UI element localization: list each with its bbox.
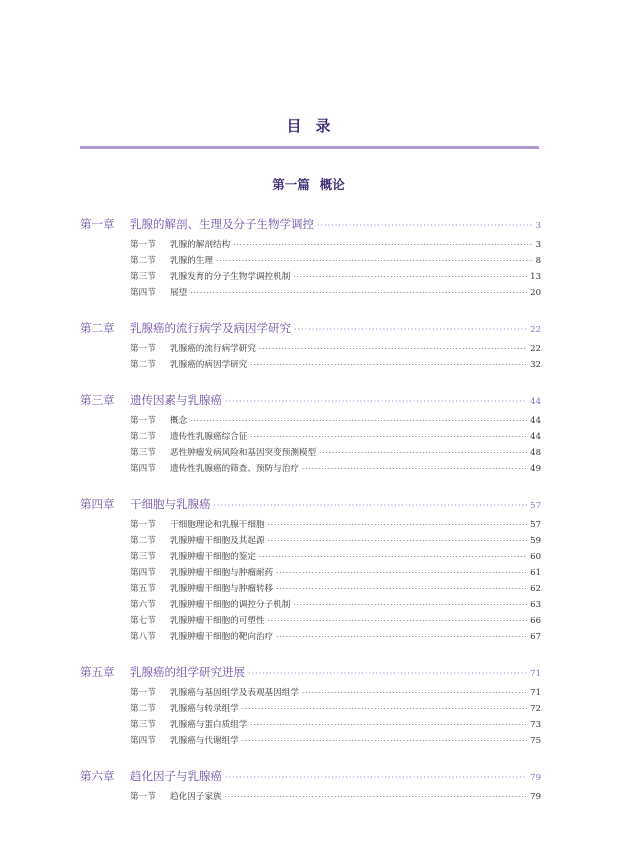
chapter-entry[interactable] xyxy=(80,664,541,681)
section-number: 第四节 xyxy=(130,568,156,578)
section-entry[interactable] xyxy=(80,566,541,582)
section-entry[interactable] xyxy=(80,270,541,286)
section-entry[interactable] xyxy=(80,718,541,734)
section-page-number: 32 xyxy=(530,360,541,370)
title-rule xyxy=(80,146,539,149)
section-entry[interactable] xyxy=(80,582,541,598)
section-title: 遗传性乳腺癌综合征 xyxy=(170,432,248,442)
leader-dots xyxy=(268,537,528,545)
section-title: 展望 xyxy=(170,288,188,298)
chapter-number: 第五章 xyxy=(80,665,115,679)
section-number: 第二节 xyxy=(130,256,156,266)
section-number: 第一节 xyxy=(130,688,156,698)
leader-dots xyxy=(190,417,527,425)
section-entry[interactable] xyxy=(80,414,541,430)
section-title: 乳腺癌与基因组学及表观基因组学 xyxy=(170,688,299,698)
section-page-number: 49 xyxy=(530,464,541,474)
section-title: 乳腺癌的病因学研究 xyxy=(170,360,248,370)
section-number: 第四节 xyxy=(130,736,156,746)
section-title: 恶性肿瘤发病风险和基因突变预测模型 xyxy=(170,448,317,458)
section-entry[interactable] xyxy=(80,518,541,534)
section-page-number: 59 xyxy=(530,536,541,546)
section-page-number: 72 xyxy=(530,704,541,714)
leader-dots xyxy=(268,521,528,529)
leader-dots xyxy=(259,553,527,561)
section-page-number: 79 xyxy=(530,792,541,802)
section-entry[interactable] xyxy=(80,286,541,302)
section-title: 乳腺癌的流行病学研究 xyxy=(170,344,256,354)
leader-dots xyxy=(242,737,527,745)
section-number: 第一节 xyxy=(130,416,156,426)
leader-dots xyxy=(216,257,533,265)
section-page-number: 8 xyxy=(535,256,541,266)
section-page-number: 22 xyxy=(530,344,541,354)
section-page-number: 48 xyxy=(530,448,541,458)
section-entry[interactable] xyxy=(80,702,541,718)
section-title: 乳腺的生理 xyxy=(170,256,213,266)
chapter-title: 趋化因子与乳腺癌 xyxy=(130,769,222,783)
leader-dots xyxy=(302,465,527,473)
section-entry[interactable] xyxy=(80,254,541,270)
section-entry[interactable] xyxy=(80,238,541,254)
section-number: 第三节 xyxy=(130,720,156,730)
section-number: 第三节 xyxy=(130,448,156,458)
leader-dots xyxy=(190,289,527,297)
leader-dots xyxy=(276,633,527,641)
section-page-number: 44 xyxy=(530,432,541,442)
section-page-number: 57 xyxy=(530,520,541,530)
leader-dots xyxy=(233,241,532,249)
section-page-number: 60 xyxy=(530,552,541,562)
leader-dots xyxy=(248,669,527,678)
leader-dots xyxy=(225,793,528,801)
leader-dots xyxy=(276,585,527,593)
section-number: 第四节 xyxy=(130,288,156,298)
section-page-number: 61 xyxy=(530,568,541,578)
chapter-entry[interactable] xyxy=(80,496,541,513)
section-entry[interactable] xyxy=(80,598,541,614)
chapter-entry[interactable] xyxy=(80,768,541,785)
leader-dots xyxy=(268,617,528,625)
chapter-number: 第四章 xyxy=(80,497,115,511)
leader-dots xyxy=(242,705,527,713)
chapter-number: 第六章 xyxy=(80,769,115,783)
section-entry[interactable] xyxy=(80,430,541,446)
section-number: 第八节 xyxy=(130,632,156,642)
leader-dots xyxy=(294,325,527,334)
leader-dots xyxy=(250,433,527,441)
section-entry[interactable] xyxy=(80,358,541,374)
section-number: 第二节 xyxy=(130,704,156,714)
section-number: 第二节 xyxy=(130,536,156,546)
chapter-page-number: 79 xyxy=(530,773,541,783)
section-page-number: 3 xyxy=(535,240,541,250)
section-number: 第四节 xyxy=(130,464,156,474)
chapter-entry[interactable] xyxy=(80,216,541,233)
chapter-page-number: 44 xyxy=(530,397,541,407)
chapter-number: 第三章 xyxy=(80,393,115,407)
section-page-number: 13 xyxy=(530,272,541,282)
leader-dots xyxy=(259,345,527,353)
chapter-number: 第二章 xyxy=(80,321,115,335)
chapter-block xyxy=(80,320,541,374)
leader-dots xyxy=(225,773,527,782)
section-title: 乳腺发育的分子生物学调控机制 xyxy=(170,272,291,282)
section-number: 第一节 xyxy=(130,792,156,802)
chapter-block xyxy=(80,768,541,806)
section-entry[interactable] xyxy=(80,614,541,630)
chapter-entry[interactable] xyxy=(80,320,541,337)
leader-dots xyxy=(225,397,527,406)
section-number: 第六节 xyxy=(130,600,156,610)
leader-dots xyxy=(317,221,533,230)
chapter-title: 乳腺癌的组学研究进展 xyxy=(130,665,245,679)
section-title: 乳腺肿瘤干细胞及其起源 xyxy=(170,536,265,546)
section-entry[interactable] xyxy=(80,630,541,646)
leader-dots xyxy=(250,721,527,729)
section-title: 乳腺肿瘤干细胞的鉴定 xyxy=(170,552,256,562)
section-title: 乳腺肿瘤干细胞的靶向治疗 xyxy=(170,632,274,642)
section-number: 第三节 xyxy=(130,552,156,562)
chapter-entry[interactable] xyxy=(80,392,541,409)
part-title xyxy=(0,175,617,193)
leader-dots xyxy=(276,569,527,577)
chapter-title: 遗传因素与乳腺癌 xyxy=(130,393,222,407)
section-page-number: 67 xyxy=(530,632,541,642)
section-entry[interactable] xyxy=(80,534,541,550)
chapter-page-number: 71 xyxy=(530,669,541,679)
section-page-number: 63 xyxy=(530,600,541,610)
chapter-number: 第一章 xyxy=(80,217,115,231)
leader-dots xyxy=(293,601,527,609)
section-title: 乳腺癌与代谢组学 xyxy=(170,736,239,746)
chapter-block xyxy=(80,392,541,478)
chapter-title: 干细胞与乳腺癌 xyxy=(130,497,211,511)
section-page-number: 75 xyxy=(530,736,541,746)
section-title: 趋化因子家族 xyxy=(170,792,222,802)
section-entry[interactable] xyxy=(80,686,541,702)
section-title: 概念 xyxy=(170,416,188,426)
chapter-title: 乳腺的解剖、生理及分子生物学调控 xyxy=(130,217,314,231)
section-title: 干细胞理论和乳腺干细胞 xyxy=(170,520,265,530)
section-entry[interactable] xyxy=(80,734,541,750)
chapter-block xyxy=(80,496,541,646)
page-title: 目录 xyxy=(286,117,345,135)
chapter-page-number: 3 xyxy=(535,221,541,231)
section-entry[interactable] xyxy=(80,462,541,478)
section-title: 乳腺肿瘤干细胞的可塑性 xyxy=(170,616,265,626)
section-number: 第二节 xyxy=(130,432,156,442)
section-title: 乳腺肿瘤干细胞的调控分子机制 xyxy=(170,600,291,610)
section-number: 第五节 xyxy=(130,584,156,594)
section-number: 第七节 xyxy=(130,616,156,626)
chapter-block xyxy=(80,664,541,750)
chapter-block xyxy=(80,216,541,302)
leader-dots xyxy=(319,449,527,457)
section-title: 乳腺癌与蛋白质组学 xyxy=(170,720,248,730)
leader-dots xyxy=(214,501,528,510)
section-page-number: 66 xyxy=(530,616,541,626)
section-page-number: 20 xyxy=(530,288,541,298)
part-name: 概论 xyxy=(319,177,345,192)
section-page-number: 62 xyxy=(530,584,541,594)
section-title: 乳腺的解剖结构 xyxy=(170,240,231,250)
chapter-page-number: 57 xyxy=(530,501,541,511)
table-of-contents xyxy=(80,216,541,824)
section-entry[interactable] xyxy=(80,550,541,566)
section-page-number: 71 xyxy=(530,688,541,698)
leader-dots xyxy=(293,273,527,281)
section-title: 乳腺肿瘤干细胞与肿瘤耐药 xyxy=(170,568,274,578)
section-entry[interactable] xyxy=(80,790,541,806)
section-entry[interactable] xyxy=(80,446,541,462)
chapter-title: 乳腺癌的流行病学及病因学研究 xyxy=(130,321,291,335)
part-number: 第一篇 xyxy=(272,177,310,192)
leader-dots xyxy=(250,361,527,369)
section-title: 遗传性乳腺癌的筛查、预防与治疗 xyxy=(170,464,299,474)
section-page-number: 73 xyxy=(530,720,541,730)
section-entry[interactable] xyxy=(80,342,541,358)
section-title: 乳腺肿瘤干细胞与肿瘤转移 xyxy=(170,584,274,594)
leader-dots xyxy=(302,689,527,697)
section-number: 第二节 xyxy=(130,360,156,370)
section-page-number: 44 xyxy=(530,416,541,426)
section-title: 乳腺癌与转录组学 xyxy=(170,704,239,714)
section-number: 第一节 xyxy=(130,344,156,354)
section-number: 第一节 xyxy=(130,240,156,250)
section-number: 第一节 xyxy=(130,520,156,530)
section-number: 第三节 xyxy=(130,272,156,282)
chapter-page-number: 22 xyxy=(530,325,541,335)
